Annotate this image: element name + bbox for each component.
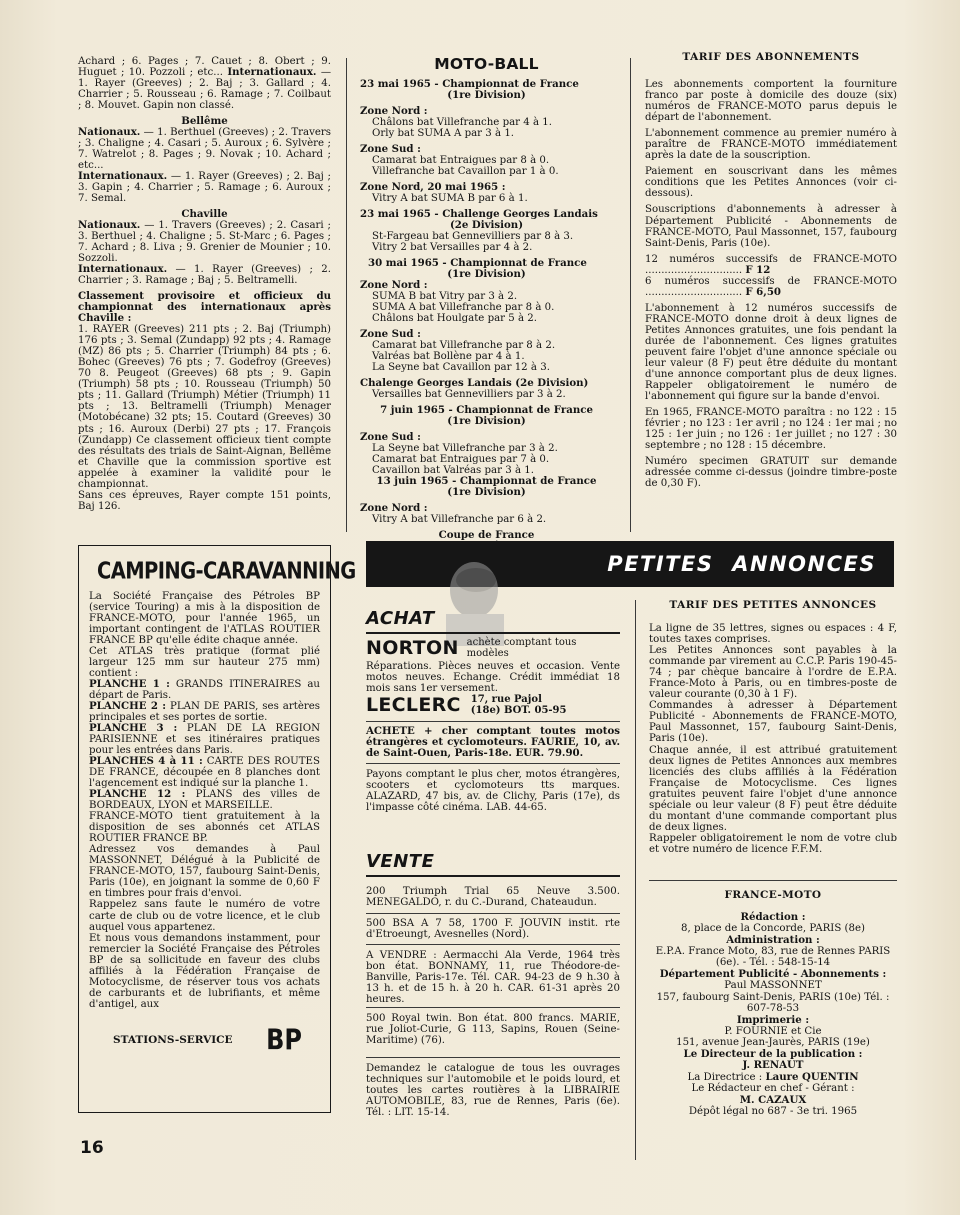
abonnements-p6: En 1965, FRANCE-MOTO paraîtra : no 122 : 15 février ; no 123 : 1er avril ; no 124 : 1er mai ; no 125 : 1er juin ; no 126 : 1er juillet ; no 127 : 30 septembre ; no 128 : 15 décembre. xyxy=(645,406,897,451)
match-result: Cavaillon bat Valréas par 3 à 1. xyxy=(372,465,534,477)
imprint-label: Administration : xyxy=(726,933,820,946)
stations-service-label: STATIONS-SERVICE xyxy=(113,1033,233,1046)
chaville-nationaux: Nationaux. — 1. Travers (Greeves) ; 2. Casari ; 3. Berthuel ; 4. Chaligne ; 5. St-Marc ; 6. Pages ; 7. Achard ; 8. Liva ; 9. Grenier de Mounier ; 10. Sozzoli. xyxy=(78,219,331,265)
alazard-ad-text: Payons comptant le plus cher, motos étrangères, scooters et cyclomoteurs tts marques. ALAZARD, 47 bis, av. de Clichy, Paris (17e), ds l'impasse côté cinéma. LAB. 44-65. xyxy=(366,769,620,814)
imprint-title: FRANCE-MOTO xyxy=(724,889,822,901)
motoball-title: MOTO-BALL xyxy=(434,55,539,73)
match-result: Versailles bat Gennevilliers par 3 à 2. xyxy=(372,389,566,401)
zone-label: Zone Nord : xyxy=(360,502,428,515)
classement-title: Classement provisoire et officieux du championnat des internationaux après Chaville : xyxy=(78,290,331,325)
round-title: 7 juin 1965 - Championnat de France xyxy=(380,404,593,417)
abonnements-p3: Paiement en souscrivant dans les mêmes conditions que les Petites Annonces (voir ci-dessous). xyxy=(645,166,897,200)
vente-heading: VENTE xyxy=(366,851,435,872)
imprint-value: 157, faubourg Saint-Denis, PARIS (10e) Tél. : 607-78-53 xyxy=(656,991,890,1015)
norton-text: Réparations. Pièces neuves et occasion. Vente motos neuves. Echange. Crédit immédiat 18 mois sans 1er versement. xyxy=(366,661,620,695)
bsa-ad-text: 500 BSA A 7 58, 1700 F. JOUVIN instit. rte d'Etroeungt, Avesnelles (Nord). xyxy=(366,918,620,941)
planche-3: PLANCHE 3 : PLAN DE LA REGION PARISIENNE et ses itinéraires pratiques pour les entrées dans Paris. xyxy=(89,722,320,757)
achat-underline xyxy=(366,632,620,634)
round-title: 30 mai 1965 - Championnat de France xyxy=(368,256,587,269)
bp-logo: BP xyxy=(266,1022,302,1057)
division-label: (1re Division) xyxy=(447,415,526,428)
imprint-label: Département Publicité - Abonnements : xyxy=(659,967,887,980)
tarif-pa-p5: Rappeler obligatoirement le nom de votre club et votre numéro de licence F.F.M. xyxy=(649,832,897,855)
aermacchi-ad-text: A VENDRE : Aermacchi Ala Verde, 1964 très bon état. BONNAMY, 11, rue Théodore-de-Banville, Paris-17e. Tél. CAR. 94-23 de 9 h.30 à 13 h. et de 15 h. à 20 h. CAR. 61-31 après 20 heures. xyxy=(366,950,620,1006)
price-12-numeros: 12 numéros successifs de FRANCE-MOTO .............................. F 12 xyxy=(645,253,897,276)
tarif-petites-annonces xyxy=(649,600,897,855)
belleme-nationaux: Nationaux. — 1. Berthuel (Greeves) ; 2. Travers ; 3. Chaligne ; 4. Casari ; 5. Auroux ; 6. Sylvère ; 7. Watrelot ; 8. Pages ; 9. Novak ; 10. Achard ; etc... xyxy=(78,126,331,172)
match-result: Camarat bat Villefranche par 8 à 2. xyxy=(372,340,556,352)
column-divider xyxy=(346,58,347,532)
abonnements-p5: L'abonnement à 12 numéros successifs de FRANCE-MOTO donne droit à deux lignes de Petites Annonces gratuites, une fois pendant la durée de l'abonnement. Ces lignes gratuites peuvent faire l'objet d'une annonce spéciale ou leur valeur (8 F) peut être déduite du montant d'une annonce comportant plus de deux lignes. Rappeler obligatoirement le numéro de l'abonnement qui figure sur la bande d'envoi. xyxy=(645,302,897,402)
alazard-ad xyxy=(366,769,620,813)
leclerc-address: 17, rue Pajol (18e) BOT. 05-95 xyxy=(470,694,567,716)
achat-heading: ACHAT xyxy=(366,608,435,629)
petites-annonces-title: PETITES ANNONCES xyxy=(607,552,876,576)
triumph-ad-text: 200 Triumph Trial 65 Neuve 3.500. MENEGALDO, r. du C.-Durand, Chateaudun. xyxy=(366,886,620,909)
classement-final: Sans ces épreuves, Rayer compte 151 points, Baj 126. xyxy=(78,489,331,512)
page-number: 16 xyxy=(80,1138,104,1158)
price-6-numeros: 6 numéros successifs de FRANCE-MOTO .............................. F 6,50 xyxy=(645,275,897,298)
zone-label: Zone Nord : xyxy=(360,104,428,117)
abonnements-p1: Les abonnements comportent la fourniture franco par poste à domicile des douze (six) numéros de FRANCE-MOTO parus depuis le départ de l'abonnement. xyxy=(645,79,897,124)
section-divider xyxy=(649,880,897,881)
camping-p2: Cet ATLAS très pratique (format plié largeur 125 mm sur hauteur 275 mm) contient : xyxy=(89,646,320,680)
division-label: (1re Division) xyxy=(447,267,526,280)
imprint-block xyxy=(649,890,897,1117)
norton-leclerc-ad xyxy=(366,638,620,716)
round-title: Zone Nord, 20 mai 1965 : xyxy=(360,180,506,193)
imprint-value: E.P.A. France Moto, 83, rue de Rennes PARIS (6e). - Tél. : 548-15-14 xyxy=(655,946,891,969)
camping-caravanning-box xyxy=(78,545,356,1113)
ad-divider xyxy=(366,1057,620,1058)
camping-p3: FRANCE-MOTO tient gratuitement à la disposition de ses abonnés cet ATLAS ROUTIER FRANCE BP. xyxy=(89,811,320,845)
tarif-pa-p4: Chaque année, il est attribué gratuitement deux lignes de Petites Annonces aux membres licenciés des clubs affiliés à la Fédération Française de Motocyclisme. Ces lignes gratuites peuvent faire l'objet d'une annonce spéciale ou leur valeur (8 F) peut être déduite du montant d'une commande comportant plus de deux lignes. xyxy=(649,744,897,833)
tarif-pa-p3: Commandes à adresser à Département Publicité - Abonnements de FRANCE-MOTO, Paul Massonnet, 157, faubourg Saint-Denis, Paris (10e). xyxy=(649,700,897,745)
imprint-depot: Dépôt légal no 687 - 3e tri. 1965 xyxy=(688,1105,858,1117)
match-result: La Seyne bat Villefranche par 3 à 2. xyxy=(372,443,558,455)
ad-divider xyxy=(366,1007,620,1008)
column-divider xyxy=(635,600,636,1160)
royal-ad xyxy=(366,1013,620,1046)
match-result: Valréas bat Bollène par 4 à 1. xyxy=(372,351,525,363)
ad-divider xyxy=(366,763,620,764)
stations-service-line xyxy=(89,1022,320,1057)
round-title: 23 mai 1965 - Challenge Georges Landais xyxy=(360,207,598,220)
zone-label: Zone Sud : xyxy=(360,328,421,341)
belleme-title: Bellême xyxy=(181,115,228,128)
ad-divider xyxy=(366,944,620,945)
tarif-pa-title: TARIF DES PETITES ANNONCES xyxy=(669,599,877,611)
imprint-value: M. CAZAUX xyxy=(739,1093,807,1106)
ad-divider xyxy=(366,913,620,914)
match-result: Vitry A bat Villefranche par 6 à 2. xyxy=(372,514,547,526)
motoball-column xyxy=(360,56,613,563)
match-result: Châlons bat Villefranche par 4 à 1. xyxy=(372,116,553,128)
abonnements-title: TARIF DES ABONNEMENTS xyxy=(682,51,860,63)
match-result: St-Fargeau bat Gennevilliers par 8 à 3. xyxy=(372,230,574,242)
triumph-ad xyxy=(366,886,620,908)
zone-label: Zone Sud : xyxy=(360,142,421,155)
tarif-pa-p1: La ligne de 35 lettres, signes ou espaces : 4 F, toutes taxes comprises. xyxy=(649,623,897,646)
match-result: Orly bat SUMA A par 3 à 1. xyxy=(372,127,515,139)
zone-label: Zone Nord : xyxy=(360,278,428,291)
chaville-title: Chaville xyxy=(181,208,228,221)
imprint-value: P. FOURNIE et Cie xyxy=(724,1025,822,1037)
match-result: SUMA A bat Villefranche par 8 à 0. xyxy=(372,302,555,314)
round-title: 13 juin 1965 - Championnat de France xyxy=(376,475,597,488)
librairie-ad-text: Demandez le catalogue de tous les ouvrages techniques sur l'automobile et le poids lourd, et toutes les cartes routières à la LIBRAIRIE AUTOMOBILE, 83, rue de Rennes, Paris (6e). Tél. : LIT. 15-14. xyxy=(366,1063,620,1119)
imprint-value: 151, avenue Jean-Jaurès, PARIS (19e) xyxy=(676,1037,870,1049)
abonnements-column xyxy=(645,52,897,489)
planche-4-11: PLANCHES 4 à 11 : CARTE DES ROUTES DE FRANCE, découpée en 8 planches dont l'agencement est indiqué sur la planche 1. xyxy=(89,755,320,790)
vente-underline xyxy=(366,875,620,877)
match-result: Vitry A bat SUMA B par 6 à 1. xyxy=(372,192,528,204)
imprint-label: Imprimerie : xyxy=(736,1013,810,1026)
abonnements-p7: Numéro specimen GRATUIT sur demande adressée comme ci-dessus (joindre timbre-poste de 0,30 F). xyxy=(645,455,897,489)
camping-p4: Adressez vos demandes à Paul MASSONNET, Délégué à la Publicité de FRANCE-MOTO, 157, faubourg Saint-Denis, Paris (10e), en joignant la somme de 0,60 F en timbres pour frais d'envoi. xyxy=(89,844,320,900)
imprint-label: Rédaction : xyxy=(740,910,806,923)
planche-1: PLANCHE 1 : GRANDS ITINERAIRES au départ de Paris. xyxy=(89,678,320,702)
camping-p5: Rappelez sans faute le numéro de votre carte de club ou de votre licence, et le club auquel vous appartenez. xyxy=(89,899,320,933)
division-label: (1re Division) xyxy=(447,88,526,101)
division-label: (2e Division) xyxy=(449,218,524,231)
norton-brand: NORTON xyxy=(366,637,459,660)
trial-results-column xyxy=(78,56,331,512)
faurie-ad xyxy=(366,726,620,759)
division-label: (1re Division) xyxy=(447,486,526,499)
match-result: Camarat bat Entraigues par 8 à 0. xyxy=(372,154,550,166)
match-result: Villefranche bat Cavaillon par 1 à 0. xyxy=(372,165,559,177)
librairie-ad xyxy=(366,1063,620,1118)
faurie-ad-text: ACHETE + cher comptant toutes motos étrangères et cyclomoteurs. FAURIE, 10, av. de Saint-Ouen, Paris-18e. EUR. 79.90. xyxy=(366,725,620,760)
imprint-directrice: La Directrice : Laure QUENTIN xyxy=(687,1070,859,1083)
bsa-ad xyxy=(366,918,620,940)
classement-text: 1. RAYER (Greeves) 211 pts ; 2. Baj (Triumph) 176 pts ; 3. Semal (Zundapp) 92 pts ; 4. Ramage (MZ) 86 pts ; 5. Charrier (Triumph) 84 pts ; 6. Bohec (Greeves) 76 pts ; 7. Godefroy (Greeves) 70 8. Peugeot (Greeves) 68 pts ; 9. Gapin (Triumph) 58 pts ; 10. Rousseau (Triumph) 50 pts ; 11. Gallard (Triumph) Métier (Triumph) 11 pts ; 13. Beltramelli (Triumph) Menager (Motobécane) 32 pts; 15. Coutard (Greeves) 30 pts ; 16. Auroux (Derbi) 27 pts ; 17. François (Zundapp) Ce classement officieux tient compte des résultats des trials de Saint-Aignan, Bellême et Chaville que la commission sportive est appelée à examiner la validité pour le championnat. xyxy=(78,324,331,490)
leclerc-brand: LECLERC xyxy=(366,694,461,717)
imprint-value: Paul MASSONNET xyxy=(724,980,822,992)
chaville-internationaux: Internationaux. — 1. Rayer (Greeves) ; 2. Charrier ; 3. Ramage ; Baj ; 5. Beltramelli. xyxy=(78,263,331,287)
planche-2: PLANCHE 2 : PLAN DE PARIS, ses artères principales et ses portes de sortie. xyxy=(89,700,320,724)
norton-subtitle: achète comptant tous modèles xyxy=(466,637,577,659)
match-result: Camarat bat Entraigues par 7 à 0. xyxy=(372,454,550,466)
match-result: SUMA B bat Vitry par 3 à 2. xyxy=(372,291,518,302)
aermacchi-ad xyxy=(366,950,620,1005)
abonnements-p4: Souscriptions d'abonnements à adresser à Département Publicité - Abonnements de FRANCE-MOTO, Paul Massonnet, 157, faubourg Saint-Denis, Paris (10e). xyxy=(645,204,897,249)
belleme-internationaux: Internationaux. — 1. Rayer (Greeves) ; 2. Baj ; 3. Gapin ; 4. Charrier ; 5. Ramage ; 6. Auroux ; 7. Semal. xyxy=(78,170,331,205)
ad-divider xyxy=(366,721,620,722)
match-result: La Seyne bat Cavaillon par 12 à 3. xyxy=(372,362,550,374)
imprint-value: J. RENAUT xyxy=(742,1059,804,1072)
round-title: Chalenge Georges Landais (2e Division) xyxy=(360,377,589,390)
imprint-value: 8, place de la Concorde, PARIS (8e) xyxy=(680,923,865,935)
planche-12: PLANCHE 12 : PLANS des villes de BORDEAUX, LYON et MARSEILLE. xyxy=(89,788,320,812)
camping-p1: La Société Française des Pétroles BP (service Touring) a mis à la disposition de FRANCE-MOTO, pour l'année 1965, un important contingent de l'ATLAS ROUTIER FRANCE BP qu'elle édite chaque année. xyxy=(89,591,320,647)
round-title: Coupe de France xyxy=(438,529,535,542)
imprint-label: Le Rédacteur en chef - Gérant : xyxy=(691,1083,855,1095)
abonnements-p2: L'abonnement commence au premier numéro à paraître de FRANCE-MOTO immédiatement après la date de la souscription. xyxy=(645,128,897,162)
tarif-pa-p2: Les Petites Annonces sont payables à la commande par virement au C.C.P. Paris 190-45-74 ; par chèque bancaire à l'ordre de E.P.A. France-Moto à Paris, ou en timbres-poste de valeur courante (0,30 à 1 F). xyxy=(649,645,897,701)
round-title: 23 mai 1965 - Championnat de France xyxy=(360,77,579,90)
camping-p6: Et nous vous demandons instamment, pour remercier la Société Française des Pétroles BP de sa sollicitude en faveur des clubs affiliés à la Fédération Française de Motocyclisme, de réserver tous vos achats de carburants et de lubrifiants, et même d'antigel, aux xyxy=(89,932,320,1010)
royal-ad-text: 500 Royal twin. Bon état. 800 francs. MARIE, rue Joliot-Curie, G 113, Sapins, Rouen (Seine-Maritime) (76). xyxy=(366,1013,620,1047)
imprint-label: Le Directeur de la publication : xyxy=(683,1047,863,1060)
match-result: Vitry 2 bat Versailles par 4 à 2. xyxy=(372,241,533,253)
camping-title: CAMPING-CARAVANNING xyxy=(97,556,356,585)
match-result: Châlons bat Houlgate par 5 à 2. xyxy=(372,313,538,325)
results-intro: Achard ; 6. Pages ; 7. Cauet ; 8. Obert ; 9. Huguet ; 10. Pozzoli ; etc... Internationaux. — 1. Rayer (Greeves) ; 2. Baj ; 3. Gallard ; 4. Charrier ; 5. Rousseau ; 6. Ramage ; 7. Coilbaut ; 8. Mouvet. Gapin non classé. xyxy=(78,56,331,112)
zone-label: Zone Sud : xyxy=(360,431,421,444)
column-divider xyxy=(630,58,631,532)
